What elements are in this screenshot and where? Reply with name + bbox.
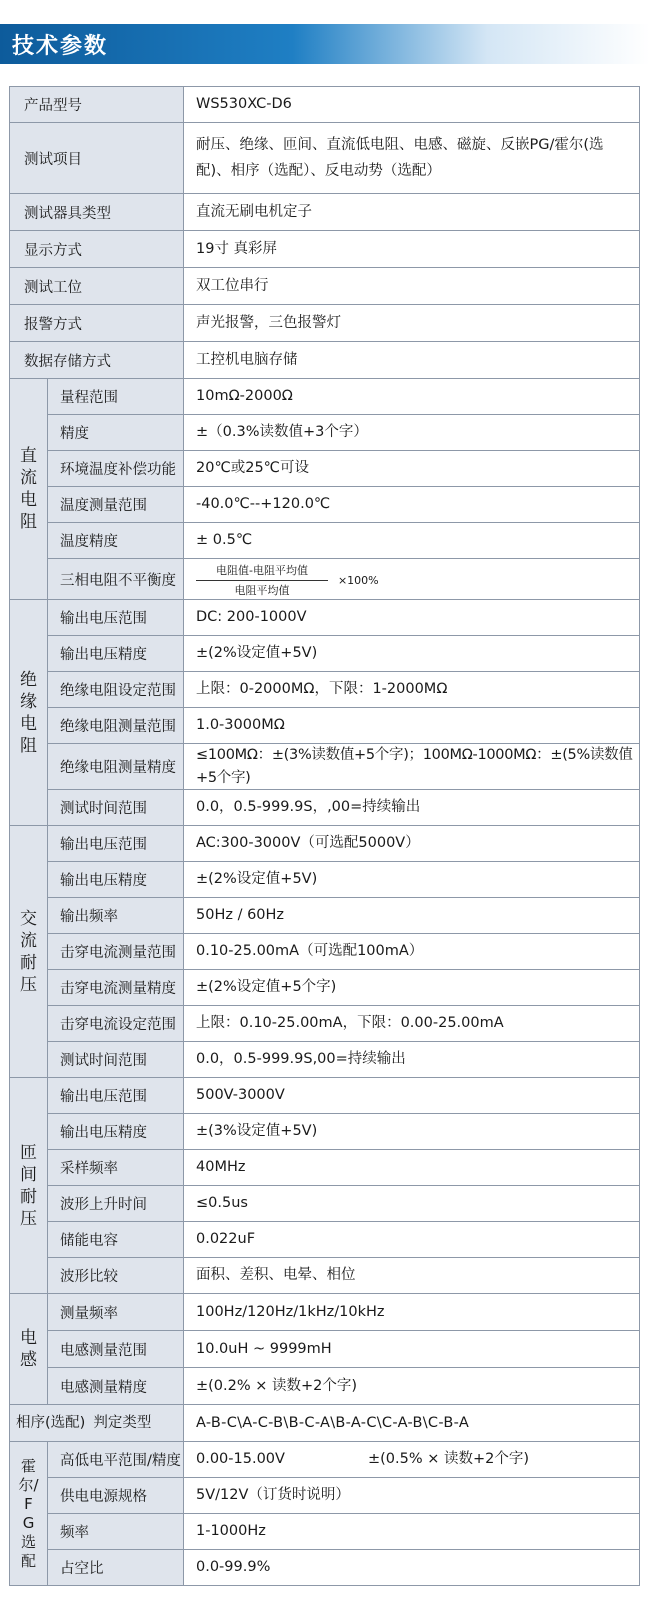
row-value: 上限：0-2000MΩ，下限：1-2000MΩ [184,672,640,708]
row-value: 40MHz [184,1150,640,1186]
row-label: 绝缘电阻设定范围 [48,672,184,708]
row-label: 波形比较 [48,1258,184,1294]
row-value: ± 0.5℃ [184,523,640,559]
row-value: 耐压、绝缘、匝间、直流低电阻、电感、磁旋、反嵌PG/霍尔(选配)、相序（选配）、反电动势（选配） [184,123,640,194]
row-value [184,1442,640,1478]
table-row [10,559,640,600]
row-value: 工控机电脑存储 [184,342,640,379]
table-row [10,87,640,123]
table-row [10,379,640,415]
table-row [10,1114,640,1150]
table-row [10,934,640,970]
row-label: 测量频率 [48,1294,184,1331]
row-label: 测试工位 [10,268,184,305]
table-row [10,487,640,523]
imbalance-formula [184,559,640,600]
table-row [10,194,640,231]
row-value: 1-1000Hz [184,1514,640,1550]
table-row [10,1442,640,1478]
row-value: 19寸 真彩屏 [184,231,640,268]
formula-denominator: 电阻平均值 [234,584,290,598]
table-row [10,1478,640,1514]
table-row [10,305,640,342]
row-value: ±(2%设定值+5个字) [184,970,640,1006]
row-label: 频率 [48,1514,184,1550]
row-label: 输出电压范围 [48,1078,184,1114]
row-value: 0.022uF [184,1222,640,1258]
table-row [10,1514,640,1550]
row-value: AC:300-3000V（可选配5000V） [184,826,640,862]
row-value: -40.0℃--+120.0℃ [184,487,640,523]
row-value: ±（0.3%读数值+3个字） [184,415,640,451]
formula-numerator: 电阻值-电阻平均值 [196,562,328,581]
level-range: 0.00-15.00V [196,1451,285,1468]
row-value: WS530XC-D6 [184,87,640,123]
row-value: 声光报警，三色报警灯 [184,305,640,342]
table-row [10,1006,640,1042]
table-row [10,123,640,194]
table-row [10,708,640,744]
row-label: 测试器具类型 [10,194,184,231]
row-label: 产品型号 [10,87,184,123]
row-label: 显示方式 [10,231,184,268]
table-row [10,231,640,268]
row-label: 击穿电流设定范围 [48,1006,184,1042]
group-label-dc-resistance: 直流电阻 [10,379,48,600]
section-banner [0,24,650,64]
row-value: 0.10-25.00mA（可选配100mA） [184,934,640,970]
table-row [10,1258,640,1294]
row-value: DC: 200-1000V [184,600,640,636]
row-label: 供电电源规格 [48,1478,184,1514]
table-row [10,600,640,636]
row-label: 输出频率 [48,898,184,934]
row-value: 100Hz/120Hz/1kHz/10kHz [184,1294,640,1331]
row-label: 数据存储方式 [10,342,184,379]
row-value: ≤0.5us [184,1186,640,1222]
row-label: 击穿电流测量范围 [48,934,184,970]
row-value: ±(0.2% × 读数+2个字) [184,1368,640,1405]
row-value: ±(2%设定值+5V) [184,636,640,672]
row-value: 500V-3000V [184,1078,640,1114]
table-row [10,268,640,305]
row-label: 温度精度 [48,523,184,559]
table-row [10,862,640,898]
row-value: A-B-C\A-C-B\B-C-A\B-A-C\C-A-B\C-B-A [184,1405,640,1442]
row-value: 10mΩ-2000Ω [184,379,640,415]
row-value: 0.0，0.5-999.9S，,00=持续输出 [184,790,640,826]
table-row [10,898,640,934]
row-label: 报警方式 [10,305,184,342]
table-row [10,1368,640,1405]
row-value: 上限：0.10-25.00mA，下限：0.00-25.00mA [184,1006,640,1042]
row-label: 绝缘电阻测量范围 [48,708,184,744]
group-label-phase: 相序(选配) [16,1415,86,1432]
row-label: 测试项目 [10,123,184,194]
row-value: 1.0-3000MΩ [184,708,640,744]
table-row [10,826,640,862]
row-label: 输出电压精度 [48,862,184,898]
row-label: 测试时间范围 [48,790,184,826]
group-label-ac-withstand: 交流耐压 [10,826,48,1078]
row-value: 直流无刷电机定子 [184,194,640,231]
row-label: 精度 [48,415,184,451]
table-row [10,1078,640,1114]
phase-row-label [10,1405,184,1442]
row-label: 输出电压精度 [48,1114,184,1150]
row-label: 环境温度补偿功能 [48,451,184,487]
row-value: 0.0，0.5-999.9S,00=持续输出 [184,1042,640,1078]
table-row [10,1042,640,1078]
table-row [10,342,640,379]
table-row [10,790,640,826]
row-label: 输出电压范围 [48,826,184,862]
table-row [10,1550,640,1586]
row-label: 测试时间范围 [48,1042,184,1078]
table-row [10,1405,640,1442]
row-label: 电感测量范围 [48,1331,184,1368]
row-label: 击穿电流测量精度 [48,970,184,1006]
table-row [10,415,640,451]
row-label: 绝缘电阻测量精度 [48,744,184,790]
row-value: 0.0-99.9% [184,1550,640,1586]
row-value: ±(2%设定值+5V) [184,862,640,898]
row-value: ≤100MΩ：±(3%读数值+5个字)；100MΩ-1000MΩ：±(5%读数值+5个字) [184,744,640,790]
table-row [10,1186,640,1222]
row-value: 10.0uH ~ 9999mH [184,1331,640,1368]
table-row [10,1222,640,1258]
table-row [10,744,640,790]
row-label: 三相电阻不平衡度 [48,559,184,600]
table-row [10,636,640,672]
page-title: 技术参数 [12,34,109,59]
row-label: 判定类型 [93,1415,152,1432]
table-row [10,1150,640,1186]
row-label: 电感测量精度 [48,1368,184,1405]
row-label: 占空比 [48,1550,184,1586]
level-accuracy: ±(0.5% × 读数+2个字) [368,1451,530,1468]
row-value: 20℃或25℃可设 [184,451,640,487]
row-value: 50Hz / 60Hz [184,898,640,934]
table-row [10,970,640,1006]
row-label: 采样频率 [48,1150,184,1186]
table-row [10,523,640,559]
row-label: 温度测量范围 [48,487,184,523]
row-label: 输出电压精度 [48,636,184,672]
group-label-inductance: 电感 [10,1294,48,1405]
table-row [10,451,640,487]
row-label: 输出电压范围 [48,600,184,636]
table-row [10,1331,640,1368]
group-label-hall: 霍尔/FG选配 [10,1442,48,1586]
table-row [10,672,640,708]
table-row [10,1294,640,1331]
row-value: 面积、差积、电晕、相位 [184,1258,640,1294]
group-label-interturn: 匝间耐压 [10,1078,48,1294]
row-value: 双工位串行 [184,268,640,305]
row-label: 储能电容 [48,1222,184,1258]
row-label: 高低电平范围/精度 [48,1442,184,1478]
spec-table [9,86,640,1586]
group-label-insulation: 绝缘电阻 [10,600,48,826]
row-value: ±(3%设定值+5V) [184,1114,640,1150]
row-label: 量程范围 [48,379,184,415]
row-value: 5V/12V（订货时说明） [184,1478,640,1514]
row-label: 波形上升时间 [48,1186,184,1222]
formula-multiplier: ×100% [337,574,379,588]
